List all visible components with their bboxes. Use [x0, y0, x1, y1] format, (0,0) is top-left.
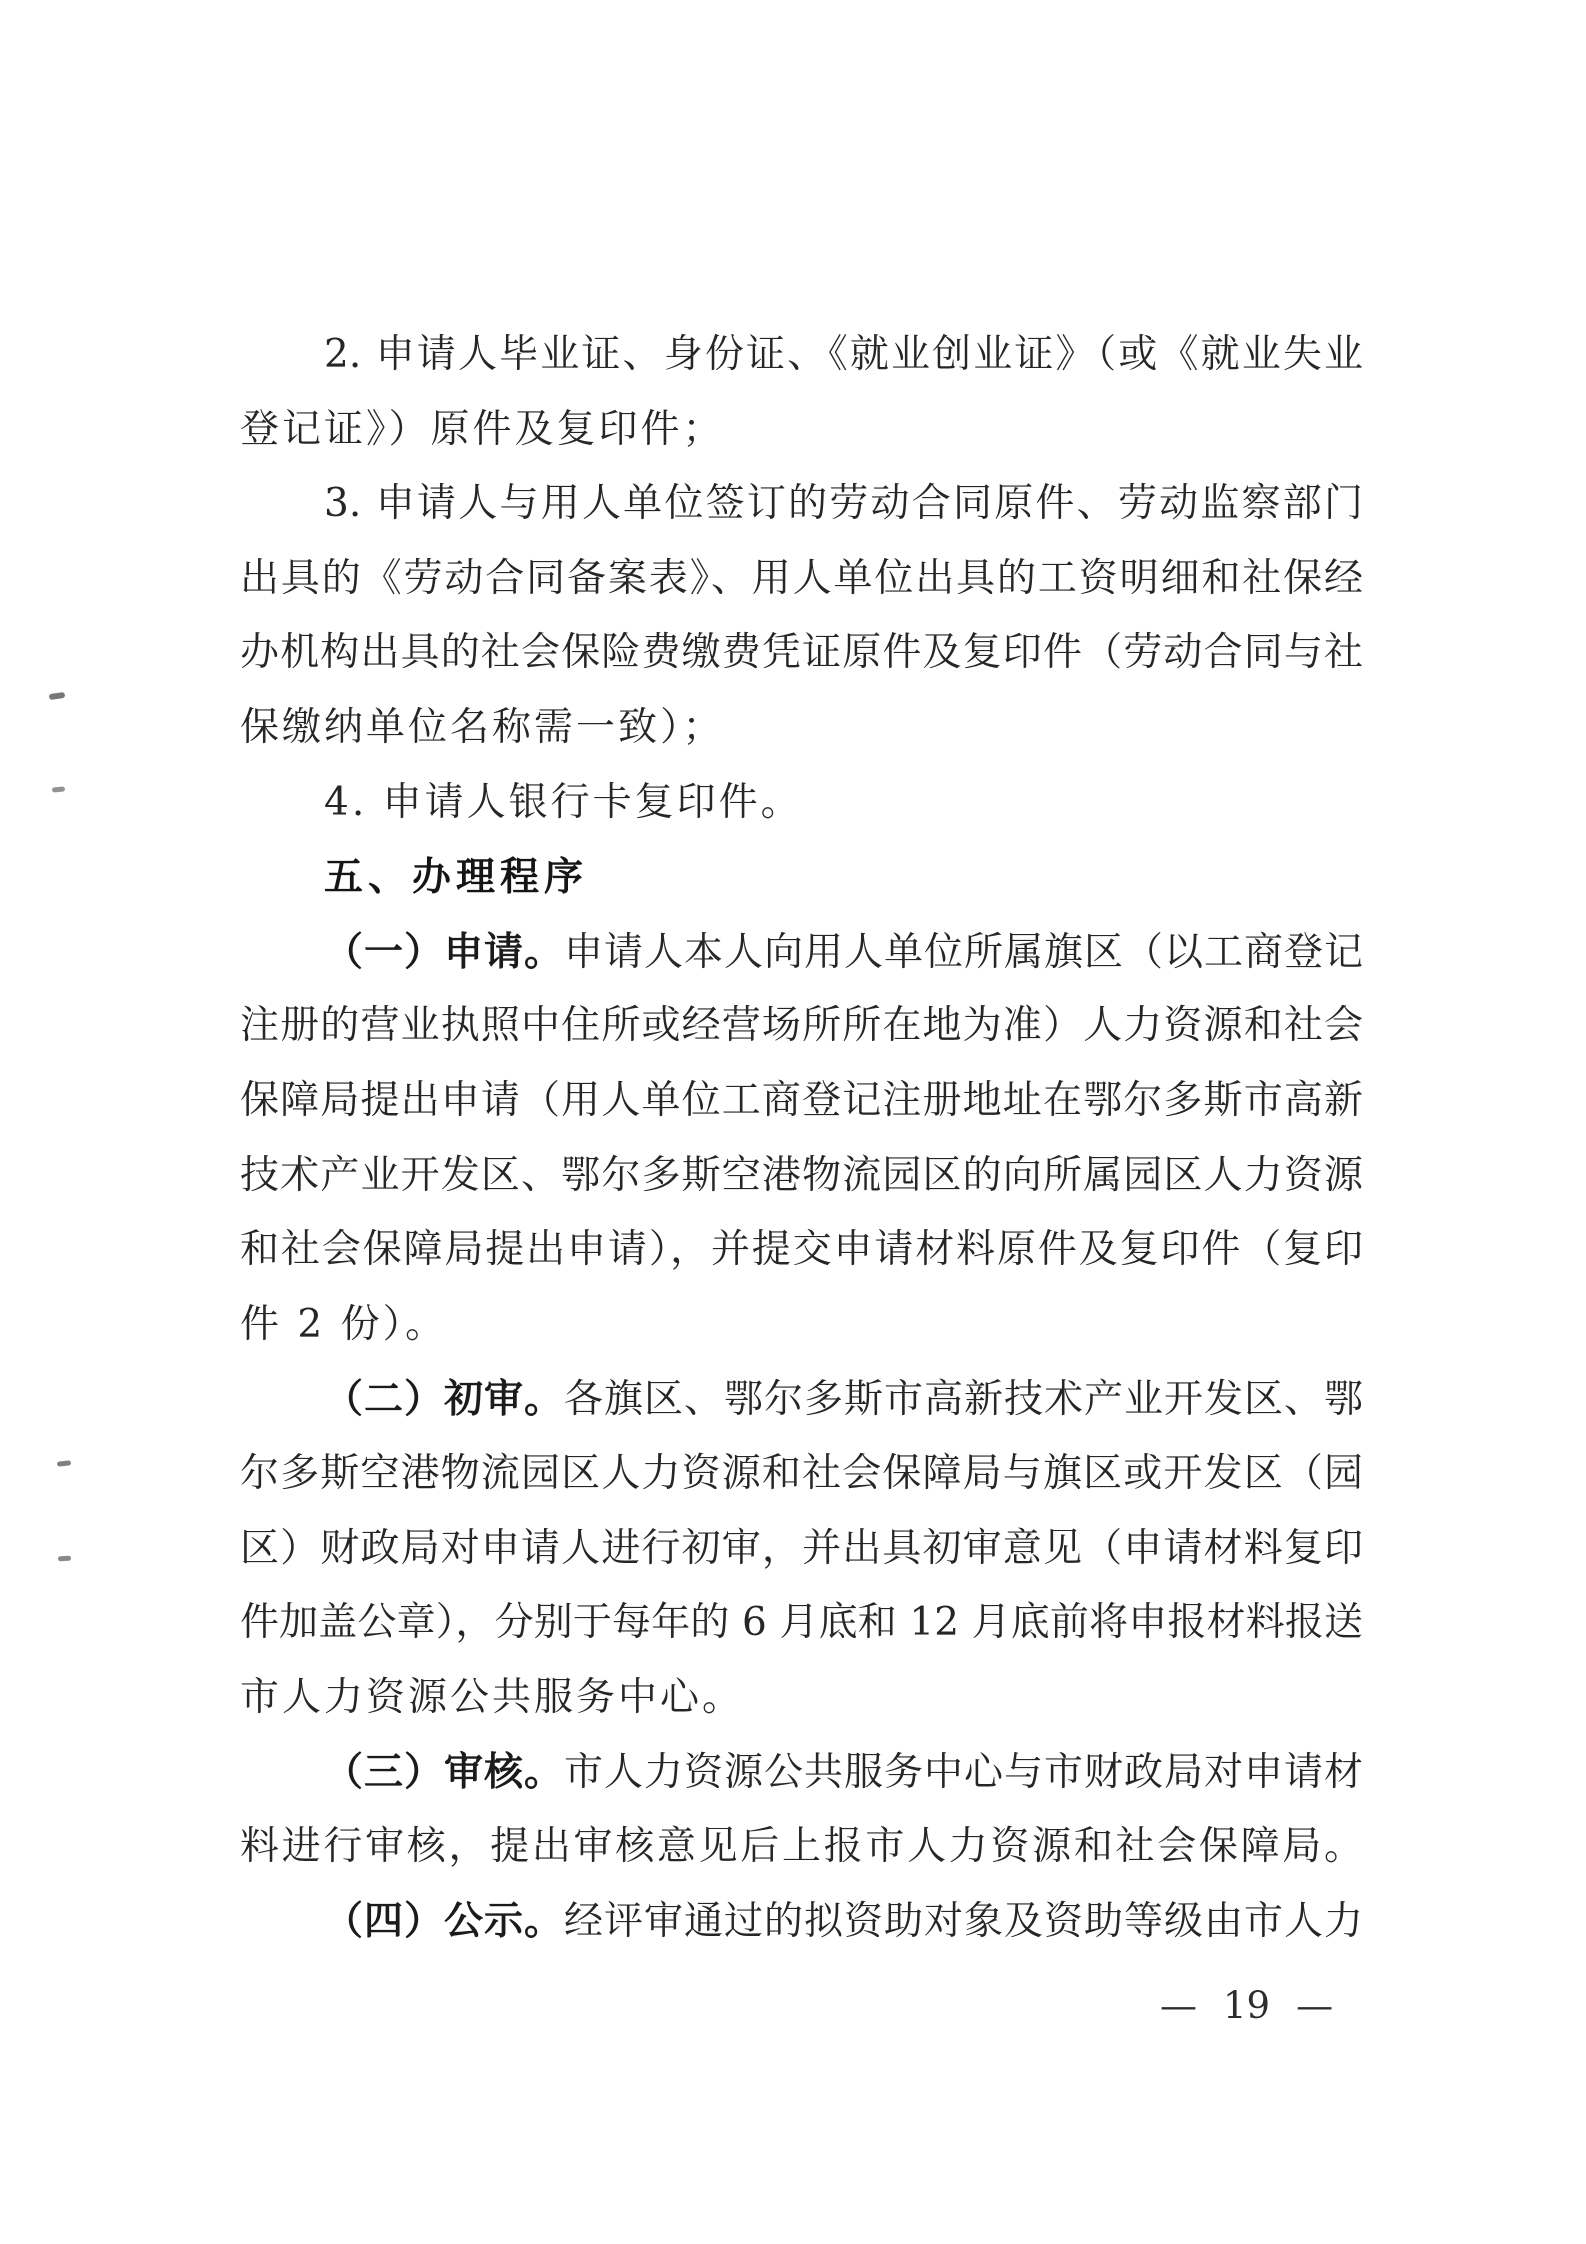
text-line	[240, 915, 1363, 990]
text-line: 料进行审核，提出审核意见后上报市人力资源和社会保障局。	[240, 1823, 1363, 1869]
text-line: 保缴纳单位名称需一致）；	[240, 704, 725, 750]
footer-dash-left: —	[1160, 1984, 1197, 2027]
text-line	[240, 1884, 1363, 1959]
section-label: （三）审核。	[324, 1749, 564, 1796]
footer-dash-right: —	[1296, 1984, 1334, 2027]
scan-artifact-dash	[57, 1460, 71, 1466]
text-line: 件 2 份）。	[240, 1301, 448, 1347]
text-line: 注册的营业执照中住所或经营场所所在地为准）人力资源和社会	[240, 1003, 1363, 1049]
scan-artifact-dash	[58, 1556, 71, 1562]
text-run: 各旗区、鄂尔多斯市高新技术产业开发区、鄂	[564, 1377, 1363, 1423]
text-line: 办机构出具的社会保险费缴费凭证原件及复印件（劳动合同与社	[240, 630, 1363, 676]
text-run: 经评审通过的拟资助对象及资助等级由市人力	[564, 1899, 1363, 1945]
page-footer	[1160, 1984, 1333, 2027]
scan-artifact-dash	[49, 692, 66, 700]
section-heading: 五、办理程序	[324, 854, 589, 901]
text-line: 和社会保障局提出申请），并提交申请材料原件及复印件（复印	[240, 1227, 1363, 1273]
document-body	[240, 318, 1363, 1959]
text-line: 件加盖公章），分别于每年的 6 月底和 12 月底前将申报材料报送	[240, 1600, 1363, 1646]
text-line: 区）财政局对申请人进行初审，并出具初审意见（申请材料复印	[240, 1525, 1363, 1571]
text-line	[240, 1735, 1363, 1810]
text-line: 市人力资源公共服务中心。	[240, 1674, 745, 1720]
text-line: 保障局提出申请（用人单位工商登记注册地址在鄂尔多斯市高新	[240, 1077, 1363, 1123]
text-line: 出具的《劳动合同备案表》、用人单位出具的工资明细和社保经	[240, 555, 1363, 601]
text-line: 登记证》）原件及复印件；	[240, 406, 725, 452]
text-run: 市人力资源公共服务中心与市财政局对申请材	[564, 1750, 1363, 1796]
section-label: （二）初审。	[324, 1376, 564, 1423]
scan-artifact-dash	[52, 786, 65, 792]
text-run: 申请人本人向用人单位所属旗区（以工商登记	[564, 929, 1363, 975]
text-line: 3. 申请人与用人单位签订的劳动合同原件、劳动监察部门	[324, 481, 1363, 527]
text-line: 技术产业开发区、鄂尔多斯空港物流园区的向所属园区人力资源	[240, 1152, 1363, 1198]
section-label: （一）申请。	[324, 928, 564, 975]
text-line	[240, 1362, 1363, 1437]
page-number: 19	[1223, 1984, 1271, 2027]
text-line: 尔多斯空港物流园区人力资源和社会保障局与旗区或开发区（园	[240, 1450, 1363, 1496]
text-line: 2. 申请人毕业证、身份证、《就业创业证》（或《就业失业	[324, 332, 1363, 377]
text-line: 4. 申请人银行卡复印件。	[324, 779, 803, 825]
section-label: （四）公示。	[324, 1898, 564, 1945]
